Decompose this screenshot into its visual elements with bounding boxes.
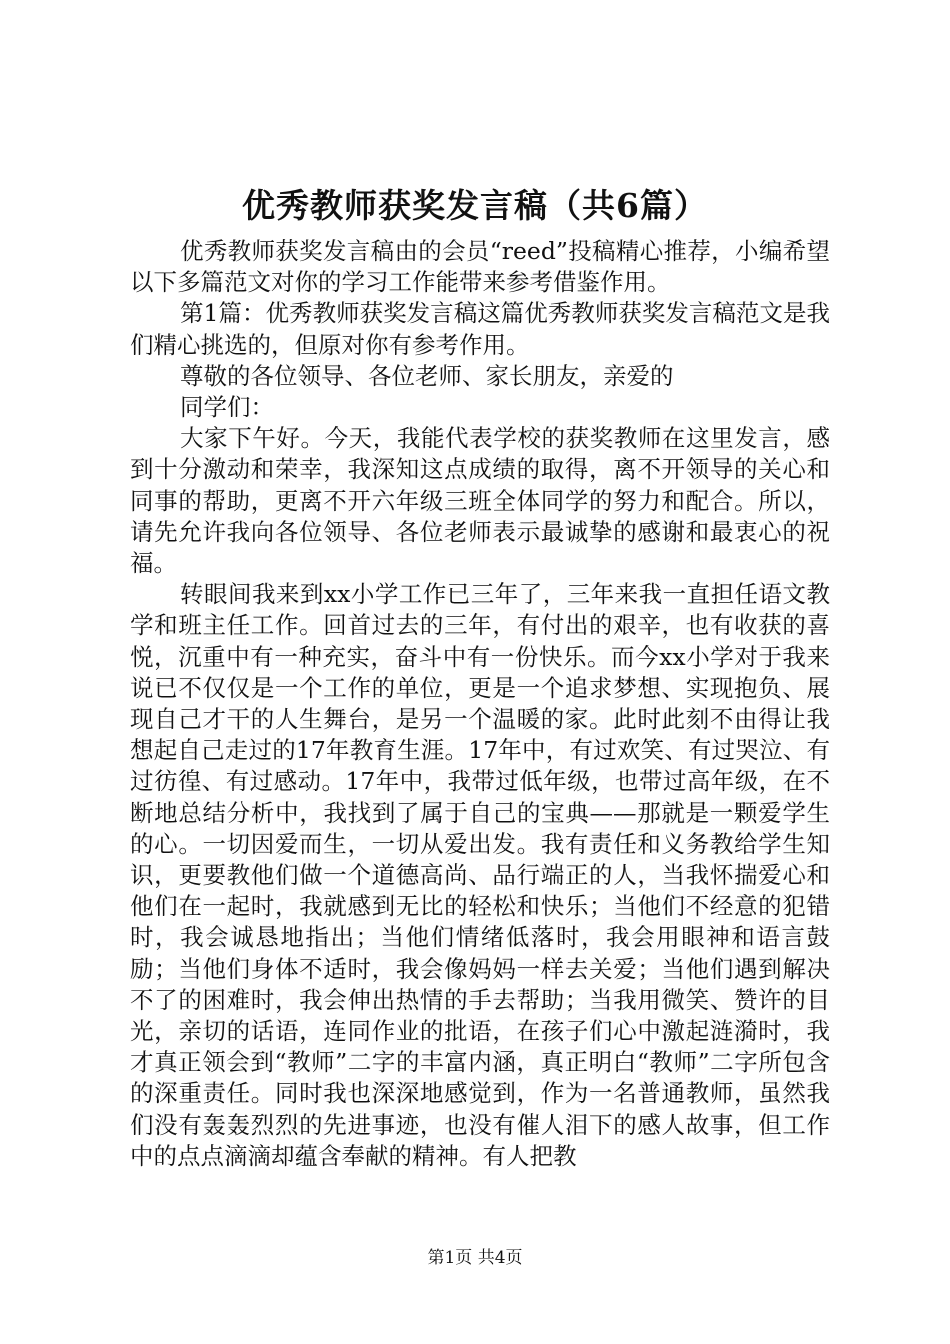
document-body bbox=[130, 236, 830, 1172]
intro-paragraph: 优秀教师获奖发言稿由的会员“reed”投稿精心推荐，小编希望以下多篇范文对你的学习工作能带来参考借鉴作用。 bbox=[130, 237, 830, 297]
document-title: 优秀教师获奖发言稿（共6篇） bbox=[242, 186, 708, 225]
greeting-paragraph: 大家下午好。今天，我能代表学校的获奖教师在这里发言，感到十分激动和荣幸，我深知这点成绩的取得，离不开领导的关心和同事的帮助，更离不开六年级三班全体同学的努力和配合。所以，请先允许我向各位领导、各位老师表示最诚挚的感谢和最衷心的祝福。 bbox=[130, 424, 830, 578]
main-paragraph: 转眼间我来到xx小学工作已三年了，三年来我一直担任语文教学和班主任工作。回首过去的三年，有付出的艰辛，也有收获的喜悦，沉重中有一种充实，奋斗中有一份快乐。而今xx小学对于我来说已不仅仅是一个工作的单位，更是一个追求梦想、实现抱负、展现自己才干的人生舞台，是另一个温暖的家。此时此刻不由得让我想起自己走过的17年教育生涯。17年中，有过欢笑、有过哭泣、有过彷徨、有过感动。17年中，我带过低年级，也带过高年级，在不断地总结分析中，我找到了属于自己的宝典——那就是一颗爱学生的心。一切因爱而生，一切从爱出发。我有责任和义务教给学生知识，更要教他们做一个道德高尚、品行端正的人，当我怀揣爱心和他们在一起时，我就感到无比的轻松和快乐；当他们不经意的犯错时，我会诚恳地指出；当他们情绪低落时，我会用眼神和语言鼓励；当他们身体不适时，我会像妈妈一样去关爱；当他们遇到解决不了的困难时，我会伸出热情的手去帮助；当我用微笑、赞许的目光，亲切的话语，连同作业的批语，在孩子们心中激起涟漪时，我才真正领会到“教师”二字的丰富内涵，真正明白“教师”二字所包含的深重责任。同时我也深深地感觉到，作为一名普通教师，虽然我们没有轰轰烈烈的先进事迹，也没有催人泪下的感人故事，但工作中的点点滴滴却蕴含奉献的精神。有人把教 bbox=[130, 580, 830, 1170]
salutation-line: 尊敬的各位领导、各位老师、家长朋友，亲爱的 bbox=[180, 361, 674, 390]
page-footer: 第1页 共4页 bbox=[427, 1248, 523, 1268]
salutation-line-continued: 同学们： bbox=[180, 393, 274, 422]
article-heading-paragraph: 第1篇：优秀教师获奖发言稿这篇优秀教师获奖发言稿范文是我们精心挑选的，但原对你有参考作用。 bbox=[130, 299, 830, 359]
